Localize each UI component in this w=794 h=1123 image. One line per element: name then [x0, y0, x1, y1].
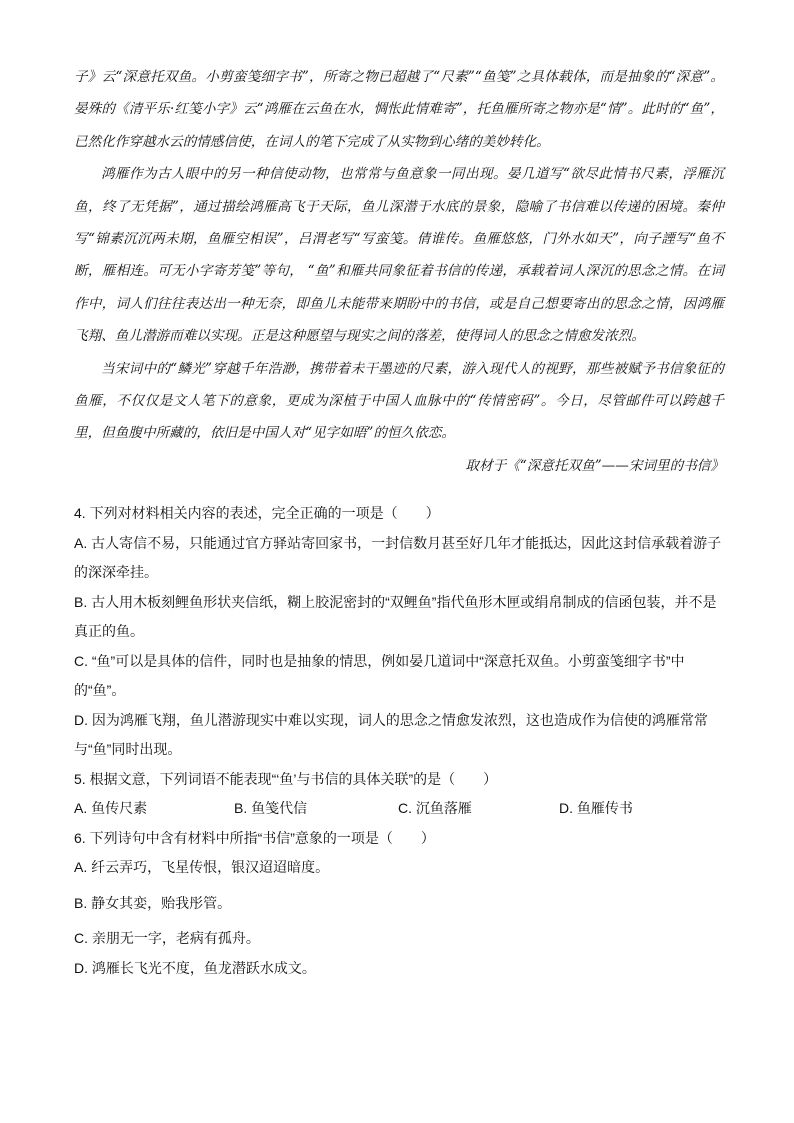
passage-source: 取材于《“深意托双鱼”——宋词里的书信》	[465, 457, 724, 474]
question-6-option-c: C. 亲朋无一字，老病有孤舟。	[74, 930, 260, 946]
question-5-stem: 5. 根据文意，下列词语不能表现“‘鱼’与书信的具体关联”的是（ ）	[74, 770, 498, 787]
question-6-stem: 6. 下列诗句中含有材料中所指“书信”意象的一项是（ ）	[74, 829, 435, 846]
question-5-option-d: D. 鱼雁传书	[559, 800, 633, 816]
question-4-option-c: C. “鱼”可以是具体的信件，同时也是抽象的情思，例如晏几道词中“深意托双鱼。小剪蛮笺细字书”中的“鱼”。	[74, 652, 685, 698]
question-6-option-b: B. 静女其娈，贻我彤管。	[74, 894, 232, 911]
question-4	[74, 499, 724, 765]
question-4-stem: 4. 下列对材料相关内容的表述，完全正确的一项是（ ）	[74, 505, 440, 521]
passage-paragraph-1: 子》云“深意托双鱼。小剪蛮笺细字书”，所寄之物已超越了“尺素”“鱼笺”之具体载体，而是抽象的“深意”。晏殊的《清平乐·红笺小字》云“鸿雁在云鱼在水，惆怅此情难寄”，托鱼雁所寄之物亦是“情”。此时的“鱼”，已然化作穿越水云的情感信使，在词人的笔下完成了从实物到心绪的美妙转化。	[74, 69, 724, 150]
passage-paragraph-3: 当宋词中的“鳞光”穿越千年浩渺，携带着未干墨迹的尺素，游入现代人的视野，那些被赋予书信象征的鱼雁，不仅仅是文人笔下的意象，更成为深植于中国人血脉中的“传情密码”。今日，尽管邮件可以跨越千里，但鱼腹中所藏的，依旧是中国人对“见字如晤”的恒久依恋。	[74, 360, 724, 442]
passage-paragraph-2: 鸿雁作为古人眼中的另一种信使动物，也常常与鱼意象一同出现。晏几道写“欲尽此情书尺素，浮雁沉鱼，终了无凭据”，通过描绘鸿雁高飞于天际，鱼儿深潜于水底的景象，隐喻了书信难以传递的困境。秦仲写“锦素沉沉两未期，鱼雁空相误”，吕渭老写“写蛮笺。倩谁传。鱼雁悠悠，门外水如天”，向子諲写“鱼不断，雁相连。可无小字寄芳笺”等句， “鱼”和雁共同象征着书信的传递，承载着词人深沉的思念之情。在词作中，词人们往往表达出一种无奈，即鱼儿未能带来期盼中的书信，或是自己想要寄出的思念之情，因鸿雁飞翔、鱼儿潜游而难以实现。正是这种愿望与现实之间的落差，使得词人的思念之情愈发浓烈。	[74, 166, 724, 345]
question-6-option-d: D. 鸿雁长飞光不度，鱼龙潜跃水成文。	[74, 959, 316, 976]
question-5	[74, 765, 724, 824]
question-6-option-a: A. 纤云弄巧，飞星传恨，银汉迢迢暗度。	[74, 859, 330, 875]
question-5-option-a: A. 鱼传尺素	[74, 800, 148, 816]
question-4-option-a: A. 古人寄信不易，只能通过官方驿站寄回家书，一封信数月甚至好几年才能抵达，因此这封信承载着游子的深深牵挂。	[74, 534, 722, 580]
question-4-option-d: D. 因为鸿雁飞翔，鱼儿潜游现实中难以实现，词人的思念之情愈发浓烈，这也造成作为信使的鸿雁常常与“鱼”同时出现。	[74, 711, 708, 757]
question-section	[74, 499, 724, 983]
question-6	[74, 824, 724, 984]
question-5-option-c: C. 沉鱼落雁	[398, 800, 472, 816]
question-5-option-b: B. 鱼笺代信	[234, 800, 308, 816]
question-4-option-b: B. 古人用木板刻鲤鱼形状夹信纸，糊上胶泥密封的“双鲤鱼”指代鱼形木匣或绢帛制成的信函包装，并不是真正的鱼。	[74, 593, 717, 639]
reading-passage	[74, 61, 724, 482]
question-5-options	[74, 794, 724, 824]
